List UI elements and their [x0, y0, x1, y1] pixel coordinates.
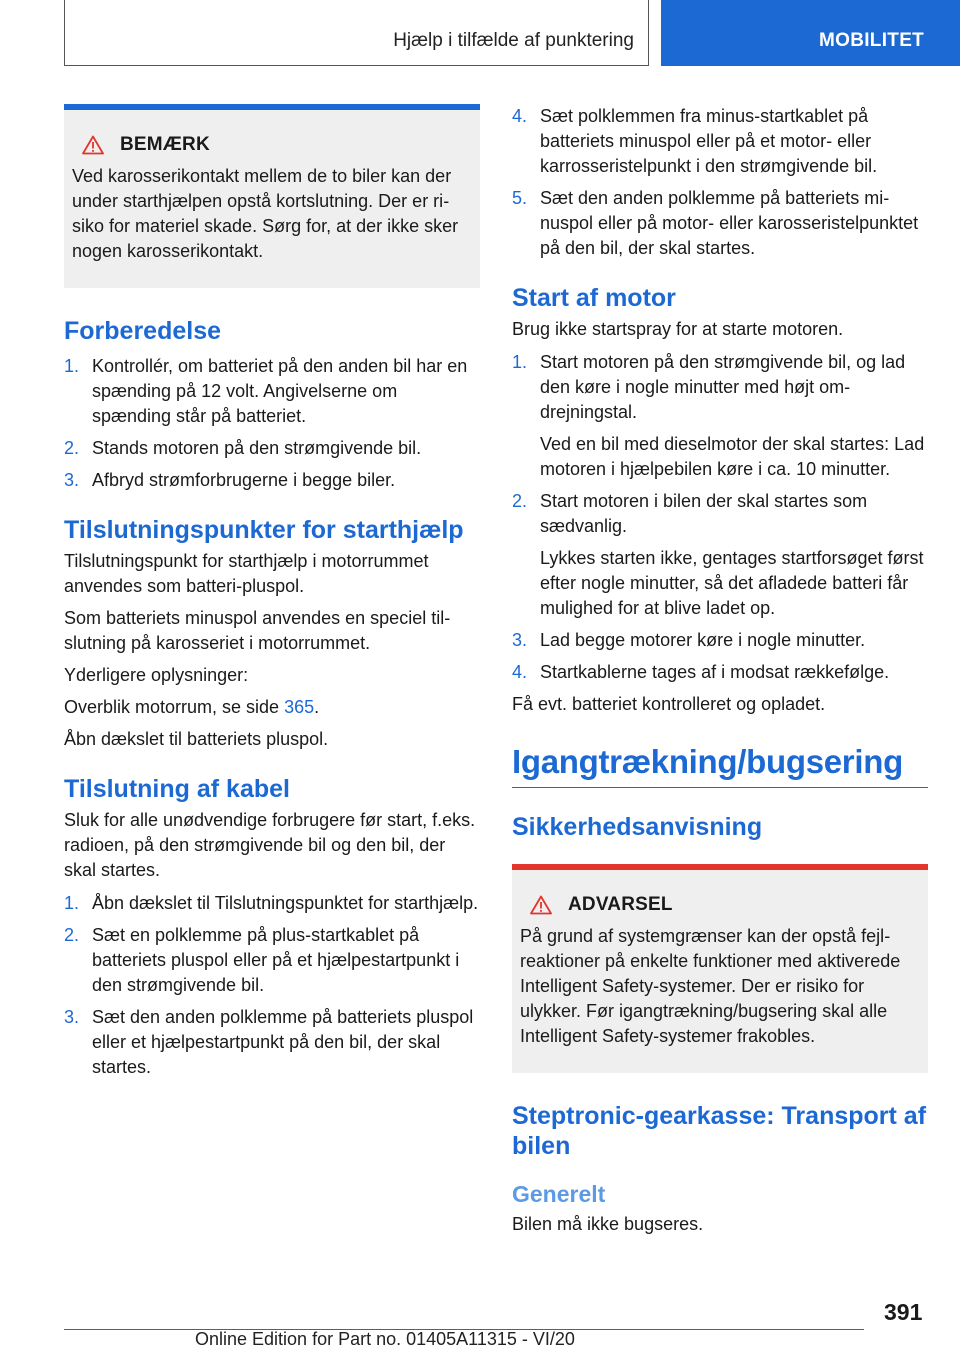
step-text: Sæt den anden polklemme på batteriets pluspol eller et hjælpestartpunkt på den bil, der skal startes.: [92, 1007, 474, 1077]
step-number: 1.: [64, 356, 80, 376]
step-text: Start motoren i bilen der skal startes som sædvanlig.: [540, 491, 868, 536]
list-item: [512, 660, 928, 685]
step-text: Sæt polklemmen fra minus-startkablet på batteriets minuspol eller på et motor- eller karrosseristelpunkt i den strømgivende bil.: [540, 106, 878, 176]
step-text: Kontrollér, om batteriet på den anden bil har en spænding på 12 volt. Angivelserne om spænding står på batteriet.: [92, 356, 468, 426]
step-text: Lad begge motorer køre i nogle minutter.: [540, 630, 866, 650]
note-header: [72, 134, 472, 156]
paragraph: [64, 695, 480, 720]
step-number: 3.: [64, 470, 80, 490]
footer-edition: Online Edition for Part no. 01405A11315 - VI/20: [195, 1329, 575, 1349]
list-item: [64, 468, 480, 493]
step-text: Stands motoren på den strømgivende bil.: [92, 438, 422, 458]
header-section-label: MOBILITET: [819, 30, 925, 51]
paragraph: Bilen må ikke bugseres.: [512, 1214, 704, 1234]
step-text: Sæt den anden polklemme på batteriets minuspol eller på motor- eller karosseristelpunktet på den bil, der skal startes.: [540, 188, 919, 258]
header-title-box: [64, 0, 649, 66]
step-text: Start motoren på den strømgivende bil, og lad den køre i nogle minutter med højt omdrejningstal.: [540, 352, 906, 422]
forberedelse-heading: Forberedelse: [64, 317, 222, 345]
paragraph: Yderligere oplysninger:: [64, 665, 249, 685]
list-item: [64, 891, 480, 916]
paragraph: Sluk for alle unødvendige forbrugere før start, f.eks. radioen, på den strømgivende bil og den bil, der skal startes.: [64, 810, 476, 880]
tilslutning-heading: Tilslutning af kabel: [64, 775, 290, 803]
step-number: 2.: [64, 438, 80, 458]
step-number: 1.: [64, 893, 80, 913]
text-span: .: [314, 697, 320, 717]
step-extra: Ved en bil med dieselmotor der skal startes: Lad motoren i hjælpebilen køre i ca. 10 minutter.: [540, 434, 925, 479]
step-text: Startkablerne tages af i modsat rækkefølge.: [540, 662, 890, 682]
step-number: 4.: [512, 106, 528, 126]
step-number: 3.: [64, 1007, 80, 1027]
generelt-heading: Generelt: [512, 1181, 606, 1207]
paragraph: Som batteriets minuspol anvendes en speciel tilslutning på karosseriet i motorrummet.: [64, 608, 451, 653]
step-text: Åbn dækslet til Tilslutningspunktet for starthjælp.: [92, 893, 479, 913]
paragraph: Åbn dækslet til batteriets pluspol.: [64, 729, 329, 749]
list-item: [512, 186, 928, 261]
tilslutningspunkter-heading: Tilslutningspunkter for starthjælp: [64, 516, 464, 544]
list-item: [64, 923, 480, 998]
tilslutning-steps-right: [512, 104, 928, 261]
warning-header: [520, 894, 920, 916]
warning-box: [512, 864, 928, 1073]
step-extra: Lykkes starten ikke, gentages startforsøget først efter nogle minutter, så det afladede batteri får mulighed for at blive ladet op.: [540, 548, 924, 618]
text-span: Overblik motorrum, se side: [64, 697, 285, 717]
note-text: Ved karosserikontakt mellem de to biler kan der under starthjælpen opstå kortslutning. Der er risiko for materiel skade. Sørg for, at der ikke sker nogen karosserikontakt.: [72, 166, 459, 261]
list-item: [64, 354, 480, 429]
step-body: [540, 489, 928, 621]
paragraph: Brug ikke startspray for at starte motoren.: [512, 319, 844, 339]
header-title: Hjælp i tilfælde af punktering: [393, 30, 634, 51]
step-text: Sæt en polklemme på plus-startkablet på batteriets pluspol eller på et hjælpestartpunkt i den strømgivende bil.: [92, 925, 460, 995]
tilslutning-steps-left: [64, 891, 480, 1080]
page-number: 391: [884, 1299, 923, 1325]
step-body: [540, 350, 928, 482]
step-number: 1.: [512, 352, 528, 372]
header-section-tab: [661, 0, 960, 66]
step-text: Afbryd strømforbrugerne i begge biler.: [92, 470, 396, 490]
warning-triangle-icon: [82, 135, 104, 155]
igangtraekning-heading: Igangtrækning/bugsering: [512, 743, 928, 788]
step-number: 5.: [512, 188, 528, 208]
warning-triangle-icon: [530, 895, 552, 915]
list-item: [64, 436, 480, 461]
paragraph: Tilslutningspunkt for starthjælp i motorrummet anvendes som batteri-pluspol.: [64, 551, 429, 596]
warning-text: På grund af systemgrænser kan der opstå fejlreaktioner på enkelte funktioner med aktiverede Intelligent Safety-systemer. Der er risiko for ulykker. Før igangtrækning/bugsering skal alle Intelligent Safety-systemer frakobles.: [520, 926, 901, 1046]
forberedelse-steps: [64, 354, 480, 493]
note-label: BEMÆRK: [120, 134, 210, 155]
step-number: 3.: [512, 630, 528, 650]
page-link[interactable]: 365: [284, 697, 315, 717]
right-column: [512, 104, 928, 1237]
note-box: [64, 104, 480, 288]
step-number: 2.: [512, 491, 528, 511]
start-heading: Start af motor: [512, 284, 676, 312]
step-number: 2.: [64, 925, 80, 945]
step-number: 4.: [512, 662, 528, 682]
list-item: [64, 1005, 480, 1080]
list-item: [512, 628, 928, 653]
steptronic-heading: Steptronic-gearkasse: Transport af bilen: [512, 1102, 927, 1160]
left-column: [64, 104, 480, 1080]
paragraph: Få evt. batteriet kontrolleret og opladet.: [512, 694, 826, 714]
list-item: [512, 104, 928, 179]
sikkerhedsanvisning-heading: Sikkerhedsanvisning: [512, 813, 763, 841]
list-item: [512, 489, 928, 621]
start-steps: [512, 350, 928, 685]
warning-label: ADVARSEL: [568, 894, 673, 915]
list-item: [512, 350, 928, 482]
